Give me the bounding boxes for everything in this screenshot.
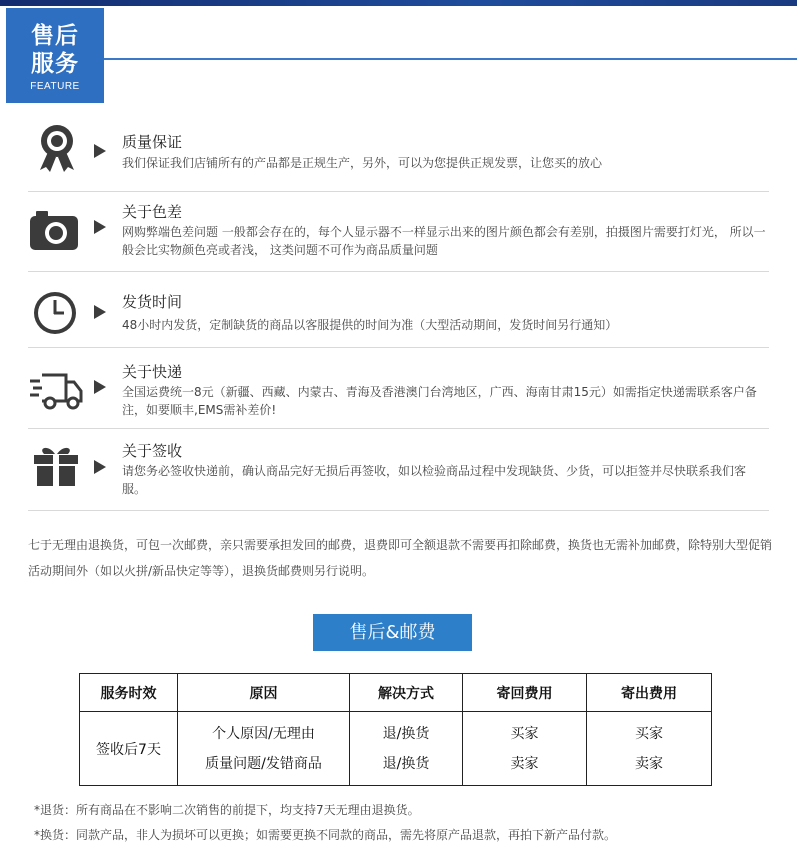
- header-cell: 解决方式: [350, 674, 463, 712]
- header-rule: [104, 58, 797, 60]
- item-desc: 请您务必签收快递前，确认商品完好无损后再签收，如以检验商品过程中发现缺货、少货，可以拒签并尽快联系我们客服。: [122, 464, 747, 496]
- solution-cell: [350, 712, 463, 786]
- divider: [28, 191, 769, 192]
- arrow-right-icon: [94, 220, 106, 234]
- header-cell: 寄回费用: [463, 674, 587, 712]
- arrow-right-icon: [94, 144, 106, 158]
- badge-subtitle: FEATURE: [30, 81, 80, 92]
- badge-title: [6, 22, 104, 78]
- send-fee-cell: [587, 712, 712, 786]
- item-title: 关于色差: [122, 203, 183, 221]
- feature-item-quality: [28, 122, 769, 182]
- send-fee-value: 卖家: [635, 755, 663, 772]
- solution-value: 退/换货: [382, 755, 430, 772]
- solution-value: 退/换货: [382, 725, 430, 742]
- feature-item-courier: [28, 358, 769, 422]
- return-fee-value: 买家: [510, 725, 539, 742]
- badge-title-line2: 服务: [31, 51, 79, 77]
- return-policy-text: 七于无理由退换货，可包一次邮费，亲只需要承担发回的邮费，退费即可全额退款不需要再扣除邮费，换货也无需补加邮费，除特别大型促销活动期间外（如以火拼/新品快定等等），退换货邮费则另行说明。: [28, 538, 773, 578]
- reason-cell: [178, 712, 350, 786]
- exchange-note: *换货：同款产品，非人为损坏可以更换；如需要更换不同款的商品，需先将原产品退款，再拍下新产品付款。: [34, 828, 617, 842]
- item-title: 关于签收: [122, 442, 183, 460]
- divider: [28, 428, 769, 429]
- clock-icon: [28, 289, 86, 337]
- item-desc: 48小时内发货，定制缺货的商品以客服提供的时间为准（大型活动期间，发货时间另行通知）: [122, 318, 618, 332]
- service-period-cell: 签收后7天: [80, 712, 178, 786]
- divider: [28, 347, 769, 348]
- header-cell: 服务时效: [80, 674, 178, 712]
- arrow-right-icon: [94, 380, 106, 394]
- return-note: *退货：所有商品在不影响二次销售的前提下，均支持7天无理由退换货。: [34, 803, 420, 817]
- arrow-right-icon: [94, 305, 106, 319]
- send-fee-value: 买家: [635, 725, 663, 742]
- item-title: 发货时间: [122, 293, 183, 311]
- item-desc: 全国运费统一8元（新疆、西藏、内蒙古、青海及香港澳门台湾地区，广西、海南甘肃15元）如需指定快递需联系客户备注，如要顺丰,EMS需补差价!: [122, 385, 757, 417]
- top-banner-strip: [0, 0, 797, 6]
- return-fee-value: 卖家: [510, 755, 539, 772]
- arrow-right-icon: [94, 460, 106, 474]
- reason-value: 质量问题/发错商品: [205, 755, 322, 772]
- camera-icon: [28, 206, 86, 254]
- fee-table-header-row: [80, 674, 712, 712]
- fee-table-title: 售后&邮费: [313, 614, 472, 651]
- fee-table: [79, 673, 712, 786]
- fee-table-row: [80, 712, 712, 786]
- item-desc: 网购弊端色差问题 一般都会存在的，每个人显示器不一样显示出来的图片颜色都会有差别，拍摄图片需要打灯光， 所以一般会比实物颜色亮或者浅， 这类问题不可作为商品质量问题: [122, 225, 766, 257]
- reason-value: 个人原因/无理由: [212, 725, 315, 742]
- header-cell: 原因: [178, 674, 350, 712]
- feature-item-signing: [28, 438, 769, 502]
- item-desc: 我们保证我们店铺所有的产品都是正规生产，另外，可以为您提供正规发票，让您买的放心: [122, 156, 603, 170]
- delivery-truck-icon: [28, 365, 86, 413]
- section-badge: [6, 8, 104, 103]
- header-cell: 寄出费用: [587, 674, 712, 712]
- return-fee-cell: [463, 712, 587, 786]
- item-title: 关于快递: [122, 363, 183, 381]
- feature-item-shipping: [28, 280, 769, 340]
- divider: [28, 271, 769, 272]
- feature-item-color: [28, 200, 769, 268]
- award-ribbon-icon: [28, 124, 86, 172]
- divider: [28, 510, 769, 511]
- gift-icon: [28, 442, 86, 490]
- badge-title-line1: 售后: [31, 23, 79, 49]
- item-title: 质量保证: [122, 133, 183, 151]
